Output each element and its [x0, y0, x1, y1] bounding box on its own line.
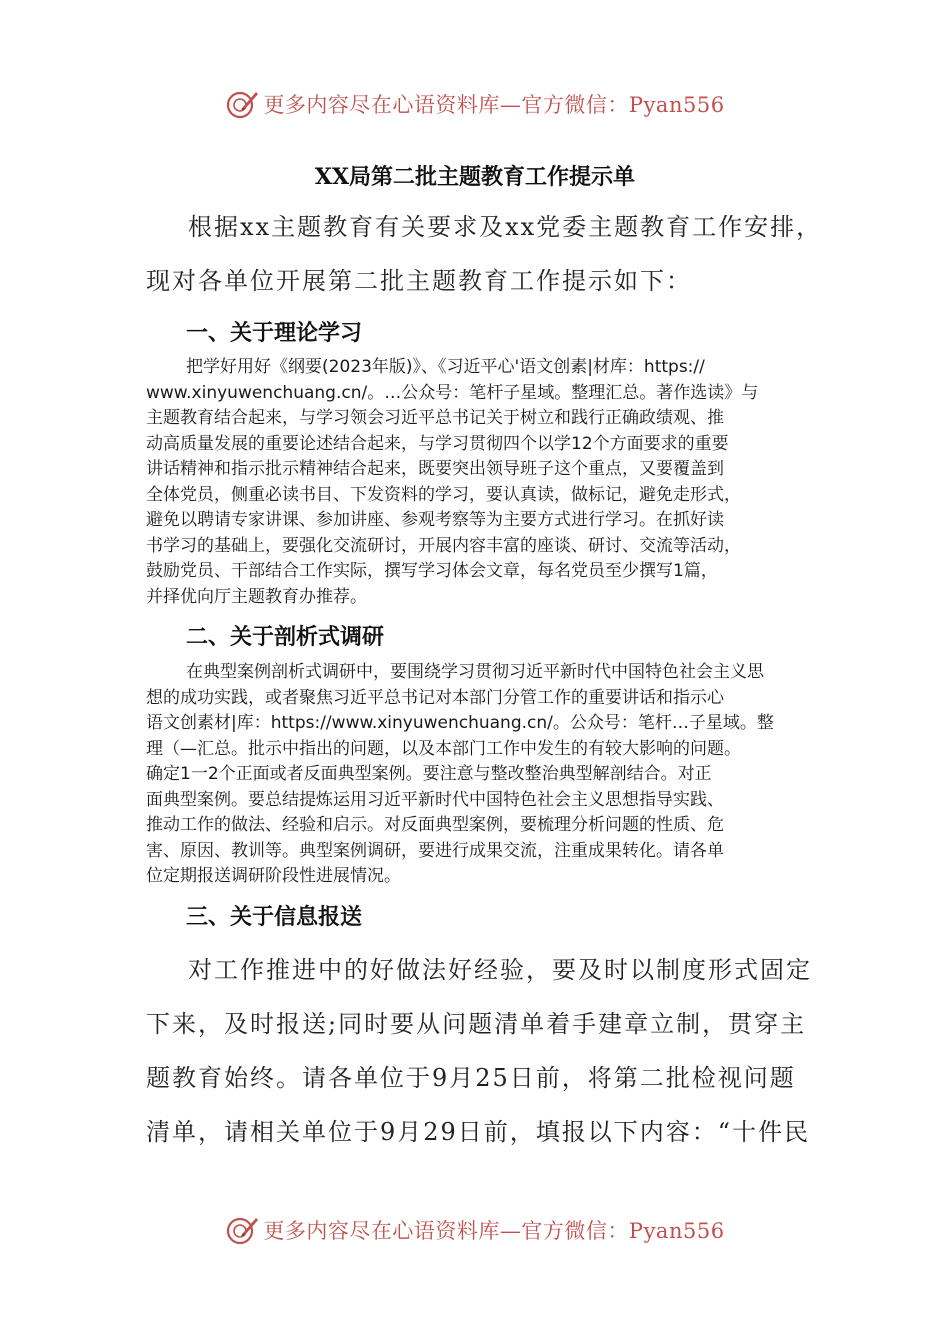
section-heading-theory: 一、关于理论学习	[186, 321, 363, 346]
section-heading-research: 二、关于剖析式调研	[186, 625, 385, 650]
text-line: 害、原因、教训等。典型案例调研，要进行成果交流，注重成果转化。请各单	[146, 840, 724, 861]
text-line: 对工作推进中的好做法好经验，要及时以制度形式固定	[188, 956, 812, 984]
text-line: 在典型案例剖析式调研中，要围绕学习贯彻习近平新时代中国特色社会主义思	[186, 662, 764, 682]
text-line: 动高质量发展的重要论述结合起来，与学习贯彻四个以学12个方面要求的重要	[146, 433, 729, 454]
section-body-research	[146, 660, 816, 890]
watermark-banner-bottom	[0, 1210, 950, 1250]
text-line: www.xinyuwenchuang.cn/。…公众号：笔杆子星域。整理汇总。著作选读》与	[146, 382, 759, 403]
text-line: 想的成功实践，或者聚焦习近平总书记对本部门分管工作的重要讲话和指示心	[146, 687, 724, 708]
text-line: 确定1一2个正面或者反面典型案例。要注意与整改整治典型解剖结合。对正	[146, 764, 712, 784]
text-line: 现对各单位开展第二批主题教育工作提示如下：	[146, 267, 692, 295]
section-body-theory	[146, 355, 816, 610]
text-line: 位定期报送调研阶段性进展情况。	[146, 866, 401, 886]
text-line: 全体党员，侧重必读书目、下发资料的学习，要认真读，做标记，避免走形式，	[146, 484, 741, 505]
text-line: 主题教育结合起来，与学习领会习近平总书记关于树立和践行正确政绩观、推	[146, 408, 724, 428]
text-line: 面典型案例。要总结提炼运用习近平新时代中国特色社会主义思想指导实践、	[146, 789, 724, 810]
text-line: 清单，请相关单位于9月29日前，填报以下内容：“十件民	[146, 1118, 811, 1146]
section-body-reporting	[146, 943, 816, 1159]
text-line: 避免以聘请专家讲课、参加讲座、参观考察等为主要方式进行学习。在抓好读	[146, 510, 724, 530]
intro-paragraph	[146, 200, 823, 308]
text-line: 题教育始终。请各单位于9月25日前，将第二批检视问题	[146, 1064, 796, 1092]
watermark-banner-top	[0, 84, 950, 124]
watermark-text: 更多内容尽在心语资料库—官方微信：Pyan556	[263, 1219, 725, 1243]
text-line: 把学好用好《纲要(2023年版)》、《习近平心'语文创素|材库：https://	[186, 357, 705, 377]
text-line: 鼓励党员、干部结合工作实际，撰写学习体会文章，每名党员至少撰写1篇，	[146, 561, 718, 581]
pen-seal-icon	[225, 87, 259, 121]
text-line: 讲话精神和指示批示精神结合起来，既要突出领导班子这个重点，又要覆盖到	[146, 459, 724, 479]
watermark-text: 更多内容尽在心语资料库—官方微信：Pyan556	[263, 93, 725, 117]
text-line: 下来，及时报送;同时要从问题清单着手建章立制，贯穿主	[146, 1010, 807, 1038]
text-line: 并择优向厅主题教育办推荐。	[146, 586, 367, 607]
pen-seal-icon	[225, 1213, 259, 1247]
text-line: 语文创素材|库：https://www.xinyuwenchuang.cn/。公众号：笔杆…子星域。整	[146, 713, 774, 733]
section-heading-reporting: 三、关于信息报送	[186, 905, 363, 930]
text-line: 书学习的基础上，要强化交流研讨，开展内容丰富的座谈、研讨、交流等活动，	[146, 535, 741, 556]
document-title: XX局第二批主题教育工作提示单	[314, 164, 636, 190]
text-line: 理（—汇总。批示中指出的问题，以及本部门工作中发生的有较大影响的问题。	[146, 738, 741, 759]
text-line: 推动工作的做法、经验和启示。对反面典型案例，要梳理分析问题的性质、危	[146, 815, 724, 835]
text-line: 根据xx主题教育有关要求及xx党委主题教育工作安排，	[188, 213, 823, 241]
